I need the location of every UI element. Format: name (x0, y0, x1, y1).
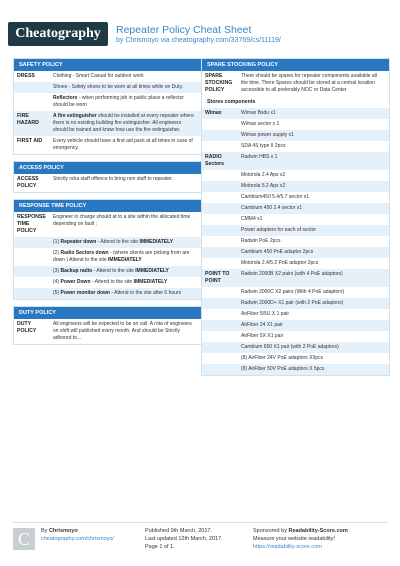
first-aid-row (14, 136, 201, 154)
safety-policy-section (13, 58, 202, 155)
ptp-row (202, 298, 389, 309)
row-key-empty (202, 203, 238, 214)
row-key-empty (202, 141, 238, 152)
avatar[interactable] (13, 528, 35, 550)
row-key-empty (202, 119, 238, 130)
wimax-row (202, 119, 389, 130)
row-value: Shoes - Safety shoes to be worn at all times while on Duty. (53, 84, 183, 90)
radio-row (202, 236, 389, 247)
footer-author (41, 527, 114, 543)
footer-publish-info (145, 527, 223, 551)
cheatography-logo[interactable] (8, 22, 108, 46)
section-title: SPARE STOCKING POLICY (202, 59, 389, 71)
row-key-empty (14, 82, 50, 93)
row-key-empty (202, 181, 238, 192)
left-column (13, 58, 202, 351)
row-value: Wimax sector x 1 (241, 121, 280, 127)
row-key-empty (202, 130, 238, 141)
dress-row-3 (14, 93, 201, 111)
logo-text: Cheatography (15, 26, 101, 41)
radio-row (202, 152, 389, 170)
response-item-3 (14, 266, 201, 277)
row-value: SDA 4S type II 2pcs (241, 143, 286, 149)
sponsor-line: Sponsored by Readability-Score.com (253, 528, 348, 534)
page-title: Repeater Policy Cheat Sheet (116, 24, 252, 36)
row-key: Wimax (205, 110, 222, 116)
wimax-row (202, 108, 389, 119)
row-value: Power adapters for each of sector (241, 227, 317, 233)
radio-row (202, 258, 389, 269)
wimax-row (202, 130, 389, 141)
row-key: FIRE HAZARD (17, 113, 39, 126)
row-value: (5) Power monitor down - Attend to the site after 6 hours (53, 290, 182, 296)
dress-row-2 (14, 82, 201, 93)
row-value: Radwin 2000C X2 pairs (With 4 PoE adaptors) (241, 289, 345, 295)
radio-row (202, 214, 389, 225)
ptp-row (202, 331, 389, 342)
ptp-row (202, 309, 389, 320)
row-value: (2) Radio Sectors down - (where clients are picking from are down ) Attend to the site IMMEDIATELY (53, 250, 190, 263)
row-key: RESPONSE TIME POLICY (17, 214, 46, 234)
access-row (14, 174, 201, 192)
row-value: Cambium 450 PoE adaptor 2pcs (241, 249, 314, 255)
radio-row (202, 225, 389, 236)
wimax-row (202, 141, 389, 152)
ptp-row (202, 353, 389, 364)
row-key-empty (202, 247, 238, 258)
row-value: Radwin HBS x 1 (241, 154, 278, 160)
stores-components-heading: Stores components (202, 96, 389, 108)
row-key-empty (202, 331, 238, 342)
row-key-empty (202, 236, 238, 247)
row-value: (1) Repeater down - Attend to the site IMMEDIATELY (53, 239, 174, 245)
row-value: Radwin 2000D+ X1 pair (with 2 PoE adaptors) (241, 300, 344, 306)
ptp-row (202, 269, 389, 287)
row-value: AirFiber 5/5U X 1 pair (241, 311, 290, 317)
page-count: Page 1 of 1. (145, 544, 175, 550)
section-title: RESPONSE TIME POLICY (14, 200, 201, 212)
row-key-empty (202, 170, 238, 181)
row-value: There should be spares for repeater components available all the time. There Spares should be stored at a central location accessible to all preferably NOC or Data Center (241, 73, 377, 93)
spare-stocking-section (201, 58, 390, 376)
row-key-empty (14, 93, 50, 111)
row-key-empty (202, 258, 238, 269)
page-footer (13, 522, 388, 562)
row-key-empty (14, 248, 50, 266)
sponsor-name[interactable]: Readability-Score.com (288, 528, 348, 534)
updated-date: Last updated 12th March, 2017. (145, 536, 223, 542)
radio-row (202, 192, 389, 203)
row-value: (4) Power Down - Attend to the site IMMEDIATELY (53, 279, 168, 285)
response-item-2 (14, 248, 201, 266)
radio-row (202, 170, 389, 181)
sponsor-url[interactable]: https://readability-score.com (253, 544, 322, 550)
byline (116, 37, 281, 44)
row-value: Clothing - Smart Casual for outdoor work (53, 73, 144, 79)
response-intro-row (14, 212, 201, 237)
access-policy-section (13, 161, 202, 193)
radio-row (202, 247, 389, 258)
row-value: Wimax power supply x1 (241, 132, 294, 138)
row-key-empty (14, 266, 50, 277)
byline-via: via (158, 37, 172, 44)
footer-sponsor (253, 527, 348, 551)
row-key: DRESS (17, 73, 35, 79)
row-key-empty (202, 320, 238, 331)
row-key: FIRST AID (17, 138, 43, 144)
row-value: Motorola 2.4 Aps x2 (241, 172, 286, 178)
row-value: Engineer in charge should at to a site within the allocated time depending on fault ; (53, 214, 191, 227)
dress-row (14, 71, 201, 82)
sponsor-tagline: Measure your website readability! (253, 536, 335, 542)
sheet-url-link[interactable]: cheatography.com/33769/cs/11119/ (171, 37, 281, 44)
row-value: CMM4 x1 (241, 216, 263, 222)
row-value: Radwin 2000B X2 pairs (with 4 PoE adaptors) (241, 271, 343, 277)
row-value: Reflectors - when performing job in public place a reflector should be worn (53, 95, 184, 108)
row-value: Radwin PoE 2pcs (241, 238, 281, 244)
row-key-empty (202, 298, 238, 309)
row-key-empty (202, 364, 238, 375)
row-value: Every vehicle should have a first aid pack at all times in case of emergency. (53, 138, 193, 151)
row-key-empty (202, 309, 238, 320)
footer-author-url[interactable]: cheatography.com/chrismoyo/ (41, 536, 114, 542)
author-link[interactable]: Chrismoyo (125, 37, 159, 44)
row-value: (9) AirFiber 50V PoE adaptors X 5pcs (241, 366, 325, 372)
row-key: DUTY POLICY (17, 321, 37, 334)
duty-policy-section (13, 306, 202, 345)
row-key: ACCESS POLICY (17, 176, 39, 189)
row-value: Motorola 2.4/5.2 PoE adaptor 2pcs (241, 260, 319, 266)
row-value: Motorola 5.2 Aps x2 (241, 183, 286, 189)
row-key: SPARE STOCKING POLICY (205, 73, 233, 93)
section-title: DUTY POLICY (14, 307, 201, 319)
row-value: Cambium 650 X1 pair (with 2 PoE adaptors) (241, 344, 339, 350)
row-value: Cambium450 5.4/5.7 sector x1 (241, 194, 310, 200)
row-key: RADIO Sectors (205, 154, 225, 167)
section-title: SAFETY POLICY (14, 59, 201, 71)
ptp-row (202, 364, 389, 375)
spare-policy-row (202, 71, 389, 96)
published-date: Published 9th March, 2017. (145, 528, 212, 534)
ptp-row (202, 342, 389, 353)
footer-author-line: By Chrismoyo (41, 528, 78, 534)
row-value: AirFiber 24 X1 pair (241, 322, 283, 328)
fire-hazard-row (14, 111, 201, 136)
response-item-5 (14, 288, 201, 299)
row-value: A fire extinguisher should be installed at every repeater where there is no existing building fire extinguisher. All engineers should be trained and know how use the fire extinguisher. (53, 113, 194, 133)
row-value: AirFiber 5X X1 pair (241, 333, 284, 339)
row-key-empty (14, 237, 50, 248)
duty-row (14, 319, 201, 344)
row-value: (3) Backup radio - Attend to the site IMMEDIATELY (53, 268, 169, 274)
page-header (0, 0, 400, 52)
row-key-empty (202, 225, 238, 236)
row-value: All engineers will be expected to be on call. A rota of engineers on shift will published every month. And should be Strictly adhered to... (53, 321, 192, 341)
row-key-empty (14, 288, 50, 299)
byline-prefix: by (116, 37, 126, 44)
radio-row (202, 181, 389, 192)
ptp-row (202, 320, 389, 331)
row-key: POINT TO POINT (205, 271, 230, 284)
footer-author-name[interactable]: Chrismoyo (48, 528, 78, 534)
row-value: (8) AirFiber 24V PoE adaptors X3pcs (241, 355, 323, 361)
row-key-empty (202, 214, 238, 225)
row-key-empty (202, 287, 238, 298)
row-value: Strictly rsha staff offence to bring non staff to repeater. (53, 176, 173, 182)
response-time-section (13, 199, 202, 300)
response-item-4 (14, 277, 201, 288)
radio-row (202, 203, 389, 214)
right-column (201, 58, 390, 382)
row-value: Cambium 450 2.4 sector x1 (241, 205, 303, 211)
ptp-row (202, 287, 389, 298)
row-key-empty (202, 353, 238, 364)
row-key-empty (202, 192, 238, 203)
row-value: Wimax Bsdu x1 (241, 110, 276, 116)
section-title: ACCESS POLICY (14, 162, 201, 174)
row-key-empty (202, 342, 238, 353)
avatar-letter: C (17, 529, 30, 549)
response-item-1 (14, 237, 201, 248)
row-key-empty (14, 277, 50, 288)
